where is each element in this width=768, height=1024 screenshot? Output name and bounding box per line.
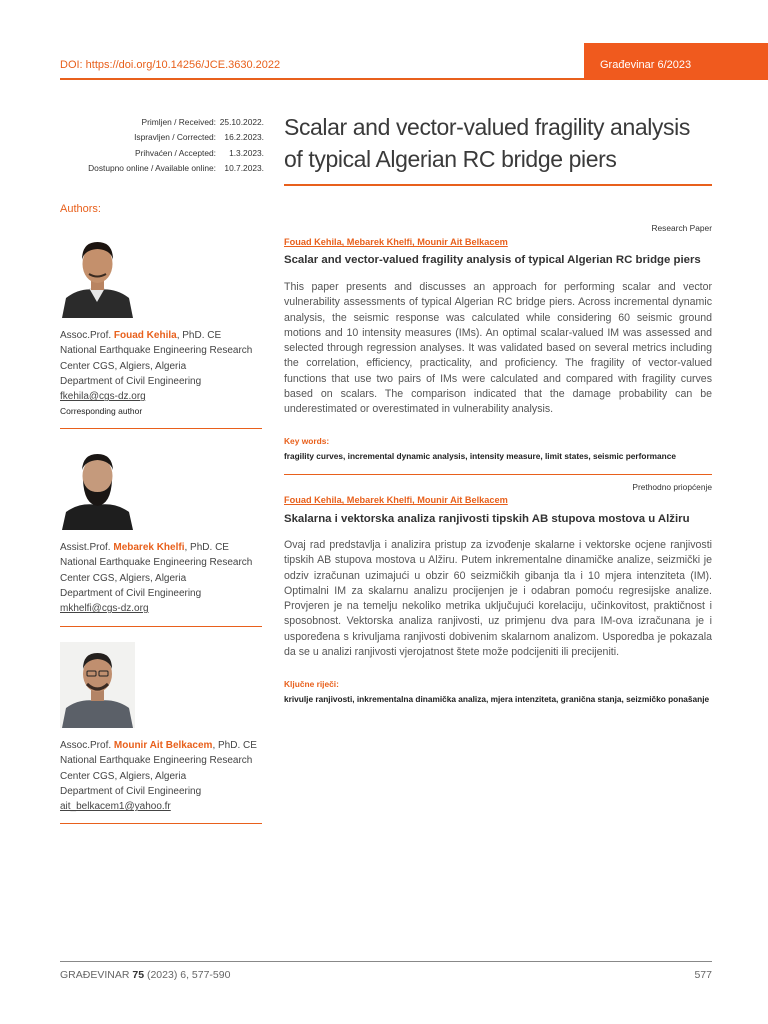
date-label: Primljen / Received: (141, 116, 216, 127)
date-value: 10.7.2023. (224, 163, 264, 174)
author-department: Department of Civil Engineering (60, 785, 202, 797)
title-line-2: of typical Algerian RC bridge piers (284, 146, 617, 172)
author-email-link[interactable]: ait_belkacem1@yahoo.fr (60, 801, 171, 813)
author-title-line: Assoc.Prof. Mounir Ait Belkacem, PhD. CE (60, 740, 257, 751)
keywords-label-en: Key words: (284, 436, 330, 446)
abstract-en: This paper presents and discusses an approach for performing scalar and vector vulnerability assessments of typical Algerian RC bridge piers. Across incremental dynamic analysis, the seismic response was calculated while considering 60 seismic ground motions and 10 intensity measures (IMs). An optimal scalar-valued IM was assessed and selected through regression analyses. It was validated based on several metrics including the correlation, efficiency, practicality, and proficiency. The fragility of vector-valued functions that use two pairs of IMs were calculated and compared with fragility curves based on scalars. The comparison indicated that the damage probability can be underestimated or overestimated in vulnerability analysis. (284, 281, 712, 416)
author-title-line: Assoc.Prof. Fouad Kehila, PhD. CE (60, 330, 222, 341)
footer-rule (60, 961, 712, 962)
date-accepted (60, 145, 264, 161)
byline-en-link[interactable]: Fouad Kehila, Mebarek Khelfi, Mounir Ait Belkacem (284, 237, 508, 247)
keywords-en: fragility curves, incremental dynamic analysis, intensity measure, limit states, seismic performance (284, 451, 676, 461)
dates-block (60, 114, 264, 176)
author-department: Department of Civil Engineering (60, 587, 202, 599)
author-name: Mebarek Khelfi (113, 542, 185, 553)
author-photo (60, 444, 135, 530)
footer-volume: 75 (132, 969, 145, 981)
date-label: Dostupno online / Available online: (88, 163, 216, 174)
paper-title (284, 111, 724, 175)
keywords-hr: krivulje ranjivosti, inkrementalna dinamička analiza, mjera intenziteta, granična stanja, seizmičko ponašanje (284, 694, 710, 704)
author-affiliation: National Earthquake Engineering Research (60, 557, 253, 569)
title-rule (284, 184, 712, 186)
author-affiliation-city: Center CGS, Algiers, Algeria (60, 360, 187, 372)
paper-type-hr: Prethodno priopćenje (632, 482, 712, 492)
paper-type-en: Research Paper (651, 223, 712, 233)
abstract-hr: Ovaj rad predstavlja i analizira pristup za izvođenje skalarne i vektorske ocjene ranjivosti tipskih AB stupova mostova u Alžiru. Putem inkrementalne dinamičke analize, seizmički je odziv izračunan uzimajući u obzir 60 seizmičkih gibanja tla i 10 mjera intenziteta (IM). Optimalni IM za skalarnu analizu procijenjen je i odabran pomoću regresijske analize. Provjeren je na temelju nekoliko metrika uključujući korelaciju, učinkovitost, praktičnost i sposobnost. Vektorska analiza ranjivosti, uz primjenu dva para IM-ova izračunana je i uspoređena s krivuljama ranjivosti dobivenim skalarnom analizom. Usporedba je pokazala da se u analizi ranjivosti vjerojatnost štete može podcijeniti ili precijeniti. (284, 539, 712, 659)
author-divider (60, 428, 262, 429)
author-card-ait-belkacem (60, 642, 262, 814)
date-corrected (60, 130, 264, 146)
article-title-en: Scalar and vector-valued fragility analysis of typical Algerian RC bridge piers (284, 254, 701, 266)
doi-link[interactable]: DOI: https://doi.org/10.14256/JCE.3630.2022 (60, 59, 281, 71)
section-divider (284, 474, 712, 475)
author-photo (60, 642, 135, 728)
author-email-link[interactable]: fkehila@cgs-dz.org (60, 391, 146, 403)
author-name: Fouad Kehila (113, 330, 177, 341)
footer-citation: GRAĐEVINAR 75 (2023) 6, 577-590 (60, 969, 231, 981)
date-value: 1.3.2023. (229, 147, 264, 158)
keywords-label-hr: Ključne riječi: (284, 679, 339, 689)
date-online (60, 161, 264, 177)
authors-heading: Authors: (60, 203, 101, 215)
author-name: Mounir Ait Belkacem (113, 740, 213, 751)
author-card-kehila (60, 232, 262, 420)
author-department: Department of Civil Engineering (60, 375, 202, 387)
author-photo (60, 232, 135, 318)
author-title-line: Assist.Prof. Mebarek Khelfi, PhD. CE (60, 542, 229, 553)
author-divider (60, 626, 262, 627)
header-rule (60, 78, 584, 80)
article-title-hr: Skalarna i vektorska analiza ranjivosti tipskih AB stupova mostova u Alžiru (284, 513, 690, 525)
author-card-khelfi (60, 444, 262, 616)
date-value: 16.2.2023. (224, 132, 264, 143)
date-value: 25.10.2022. (219, 116, 264, 127)
date-label: Prihvaćen / Accepted: (134, 147, 216, 158)
author-affiliation: National Earthquake Engineering Research (60, 345, 253, 357)
author-divider (60, 823, 262, 824)
date-label: Ispravljen / Corrected: (134, 132, 216, 143)
author-affiliation-city: Center CGS, Algiers, Algeria (60, 770, 187, 782)
page-number: 577 (694, 969, 712, 981)
byline-hr-link[interactable]: Fouad Kehila, Mebarek Khelfi, Mounir Ait Belkacem (284, 495, 508, 505)
author-affiliation: National Earthquake Engineering Research (60, 755, 253, 767)
author-affiliation-city: Center CGS, Algiers, Algeria (60, 572, 187, 584)
date-received (60, 114, 264, 130)
corresponding-author-note: Corresponding author (60, 406, 143, 417)
journal-issue-tab: Građevinar 6/2023 (584, 43, 768, 80)
author-email-link[interactable]: mkhelfi@cgs-dz.org (60, 603, 149, 615)
title-line-1: Scalar and vector-valued fragility analysis (284, 114, 690, 140)
